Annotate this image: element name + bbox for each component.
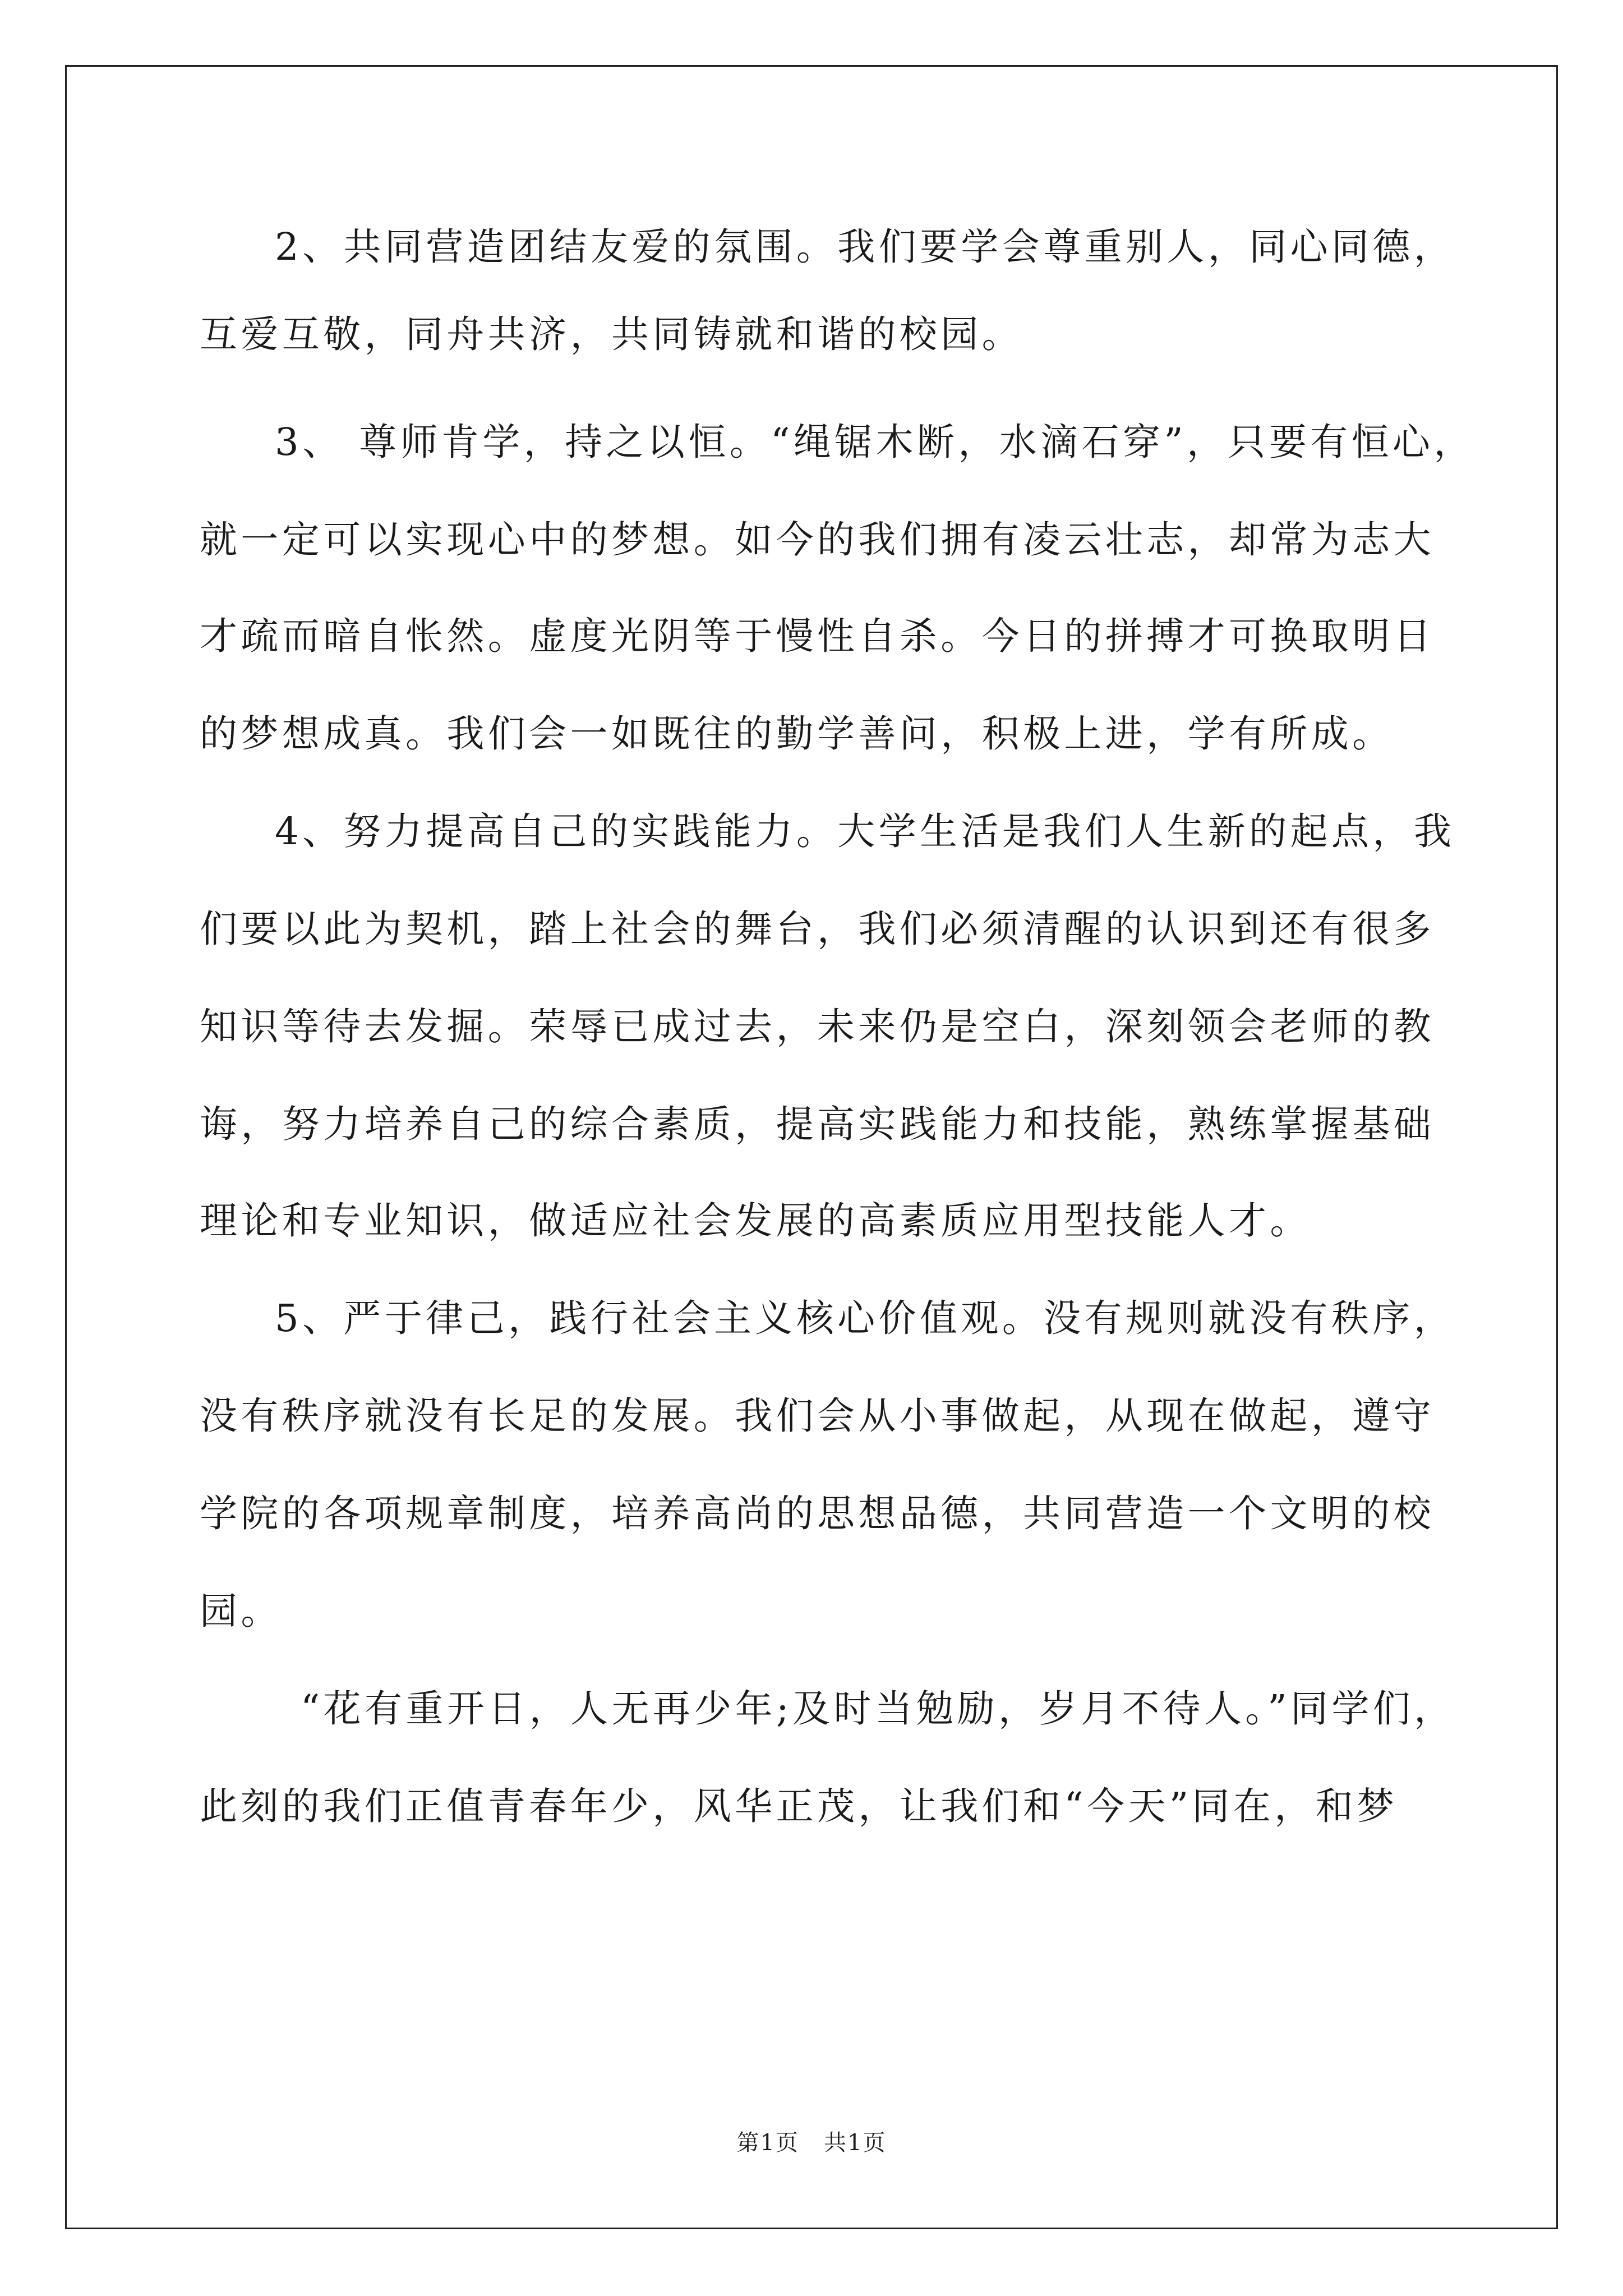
paragraph-2-line-2: 互爱互敬，同舟共济，共同铸就和谐的校园。 — [200, 312, 1023, 356]
paragraph-2-line-1: 2、共同营造团结友爱的氛围。我们要学会尊重别人，同心同德， — [275, 225, 1455, 269]
closing-paragraph-line-2: 此刻的我们正值青春年少，风华正茂，让我们和“今天”同在，和梦 — [200, 1784, 1398, 1828]
paragraph-4-line-3: 知识等待去发掘。荣辱已成过去，未来仍是空白，深刻领会老师的教 — [200, 1005, 1435, 1048]
paragraph-4-line-4: 诲，努力培养自己的综合素质，提高实践能力和技能，熟练掌握基础 — [200, 1102, 1435, 1146]
paragraph-3-line-4: 的梦想成真。我们会一如既往的勤学善问，积极上进，学有所成。 — [200, 712, 1394, 756]
paragraph-4-line-2: 们要以此为契机，踏上社会的舞台，我们必须清醒的认识到还有很多 — [200, 907, 1435, 951]
paragraph-4-line-5: 理论和专业知识，做适应社会发展的高素质应用型技能人才。 — [200, 1199, 1311, 1243]
page-number-footer: 第1页 共1页 — [736, 2130, 887, 2156]
paragraph-3-line-2: 就一定可以实现心中的梦想。如今的我们拥有凌云壮志，却常为志大 — [200, 518, 1435, 562]
paragraph-3-line-3: 才疏而暗自怅然。虚度光阴等于慢性自杀。今日的拼搏才可换取明日 — [200, 614, 1435, 658]
paragraph-5-line-4: 园。 — [200, 1589, 282, 1633]
paragraph-5-line-2: 没有秩序就没有长足的发展。我们会从小事做起，从现在做起，遵守 — [200, 1394, 1435, 1438]
paragraph-3-line-1: 3、 尊师肯学，持之以恒。“绳锯木断，水滴石穿”，只要有恒心， — [275, 420, 1475, 464]
closing-paragraph-line-1: “花有重开日，人无再少年;及时当勉励，岁月不待人。”同学们， — [301, 1687, 1455, 1731]
paragraph-5-line-1: 5、严于律己，践行社会主义核心价值观。没有规则就没有秩序， — [275, 1296, 1455, 1340]
paragraph-4-line-1: 4、努力提高自己的实践能力。大学生活是我们人生新的起点，我 — [275, 809, 1455, 853]
paragraph-5-line-3: 学院的各项规章制度，培养高尚的思想品德，共同营造一个文明的校 — [200, 1492, 1435, 1535]
